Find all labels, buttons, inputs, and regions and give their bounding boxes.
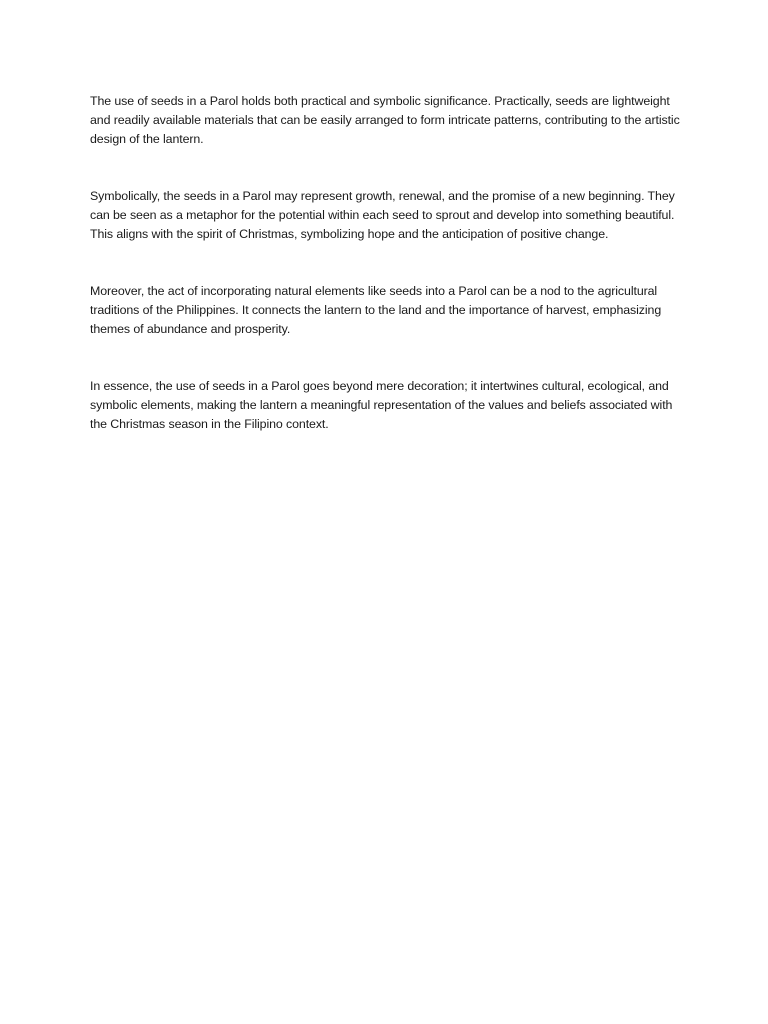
paragraph-conclusion: In essence, the use of seeds in a Parol goes beyond mere decoration; it intertwines cultural, ecological, and symbolic elements, making the lantern a meaningful representation of the values and beliefs associated with the Christmas season in the Filipino context.: [90, 379, 673, 431]
paragraph-practical-significance: The use of seeds in a Parol holds both practical and symbolic significance. Practically, seeds are lightweight and readily available materials that can be easily arranged to form intricate patterns, contributing to the artistic design of the lantern.: [90, 94, 680, 146]
paragraph-symbolic-meaning: Symbolically, the seeds in a Parol may represent growth, renewal, and the promise of a new beginning. They can be seen as a metaphor for the potential within each seed to sprout and develop into something beautiful. This aligns with the spirit of Christmas, symbolizing hope and the anticipation of positive change.: [90, 189, 675, 241]
paragraph-agricultural-traditions: Moreover, the act of incorporating natural elements like seeds into a Parol can be a nod to the agricultural traditions of the Philippines. It connects the lantern to the land and the importance of harvest, emphasizing themes of abundance and prosperity.: [90, 284, 662, 336]
